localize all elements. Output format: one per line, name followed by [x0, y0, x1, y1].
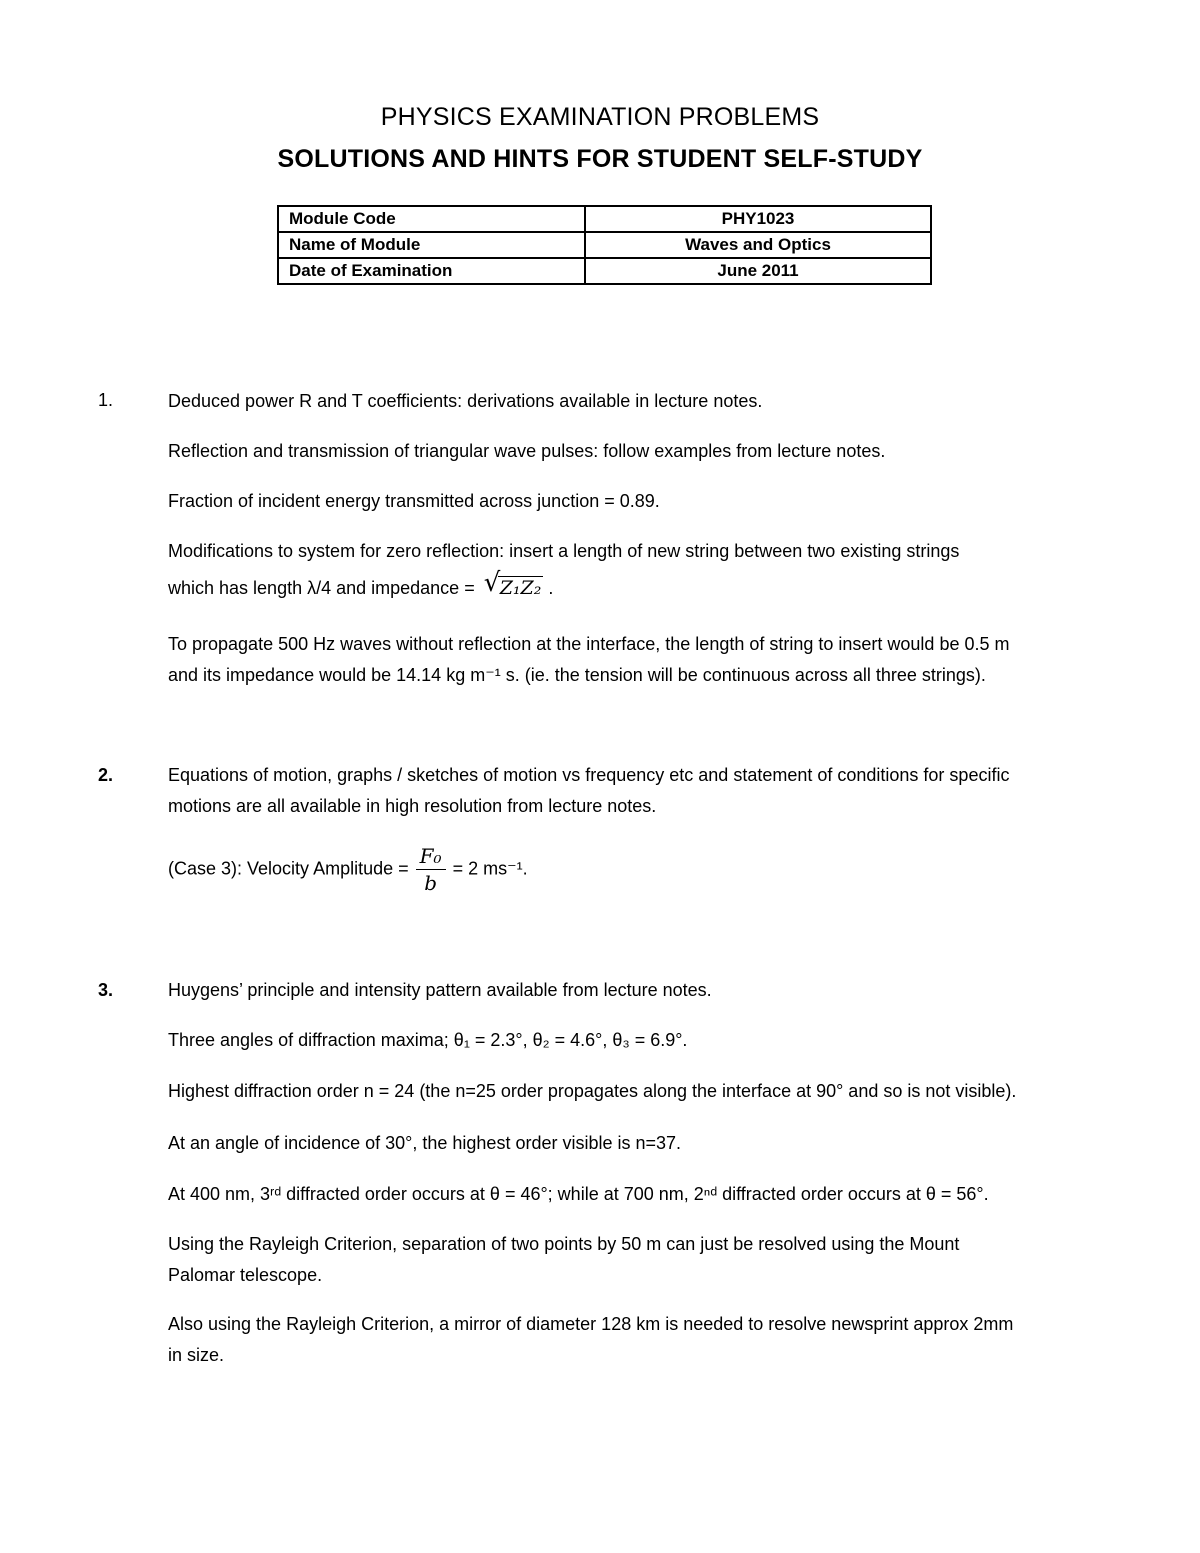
q3-paragraph-7-line-2: in size. — [168, 1345, 225, 1365]
q1-paragraph-5-line-1: To propagate 500 Hz waves without reflection at the interface, the length of string to insert would be 0.5 m — [168, 634, 1010, 654]
q1-period: . — [548, 578, 554, 598]
module-info-table — [277, 205, 932, 285]
module-code-value: PHY1023 — [585, 206, 931, 232]
q3-paragraph-6-line-1: Using the Rayleigh Criterion, separation of two points by 50 m can just be resolved using the Mount — [168, 1234, 960, 1254]
fraction-denominator: b — [424, 871, 437, 895]
q1-paragraph-4-line-2 — [168, 568, 1128, 604]
question-1-number: 1. — [98, 390, 114, 410]
q2-paragraph-1-line-2: motions are all available in high resolution from lecture notes. — [168, 796, 657, 816]
q1-paragraph-5-line-2: and its impedance would be 14.14 kg m⁻¹ s. (ie. the tension will be continuous across all three strings). — [168, 665, 986, 685]
q3-paragraph-2: Three angles of diffraction maxima; θ₁ = 2.3°, θ₂ = 4.6°, θ₃ = 6.9°. — [168, 1030, 688, 1050]
q3-paragraph-7-line-1: Also using the Rayleigh Criterion, a mirror of diameter 128 km is needed to resolve newsprint approx 2mm — [168, 1314, 1014, 1334]
q1-paragraph-1: Deduced power R and T coefficients: derivations available in lecture notes. — [168, 391, 763, 411]
velocity-amplitude-value: = 2 ms⁻¹. — [452, 858, 528, 879]
fraction-numerator: F₀ — [416, 843, 446, 870]
question-3-number: 3. — [98, 980, 114, 1000]
sqrt-inner: Z₁Z₂ — [499, 577, 542, 599]
q3-paragraph-3: Highest diffraction order n = 24 (the n=25 order propagates along the interface at 90° and so is not visible). — [168, 1081, 1017, 1101]
table-row — [278, 232, 931, 258]
table-row — [278, 258, 931, 284]
table-row — [278, 206, 931, 232]
q1-paragraph-3: Fraction of incident energy transmitted across junction = 0.89. — [168, 491, 660, 511]
module-name-value: Waves and Optics — [585, 232, 931, 258]
fraction — [416, 843, 446, 896]
document-subtitle: SOLUTIONS AND HINTS FOR STUDENT SELF-STUDY — [277, 145, 923, 173]
exam-date-label: Date of Examination — [278, 258, 585, 284]
q3-paragraph-1: Huygens’ principle and intensity pattern available from lecture notes. — [168, 980, 712, 1000]
q1-impedance-text: which has length λ/4 and impedance = — [168, 578, 475, 598]
exam-date-value: June 2011 — [585, 258, 931, 284]
question-2-number: 2. — [98, 765, 114, 785]
q3-paragraph-5: At 400 nm, 3ʳᵈ diffracted order occurs at θ = 46°; while at 700 nm, 2ⁿᵈ diffracted order occurs at θ = 56°. — [168, 1184, 989, 1204]
q1-paragraph-2: Reflection and transmission of triangular wave pulses: follow examples from lecture notes. — [168, 441, 886, 461]
module-name-label: Name of Module — [278, 232, 585, 258]
document-title: PHYSICS EXAMINATION PROBLEMS — [380, 103, 820, 131]
module-code-label: Module Code — [278, 206, 585, 232]
q3-paragraph-6-line-2: Palomar telescope. — [168, 1265, 323, 1285]
velocity-amplitude-label: (Case 3): Velocity Amplitude = — [168, 858, 409, 879]
q2-paragraph-2 — [168, 843, 1128, 896]
sqrt-expression — [483, 568, 544, 604]
q2-paragraph-1-line-1: Equations of motion, graphs / sketches of motion vs frequency etc and statement of conditions for specific — [168, 765, 1010, 785]
radical-sign-icon: √ — [483, 568, 501, 598]
q1-paragraph-4-line-1: Modifications to system for zero reflection: insert a length of new string between two existing strings — [168, 541, 960, 561]
q3-paragraph-4: At an angle of incidence of 30°, the highest order visible is n=37. — [168, 1133, 682, 1153]
